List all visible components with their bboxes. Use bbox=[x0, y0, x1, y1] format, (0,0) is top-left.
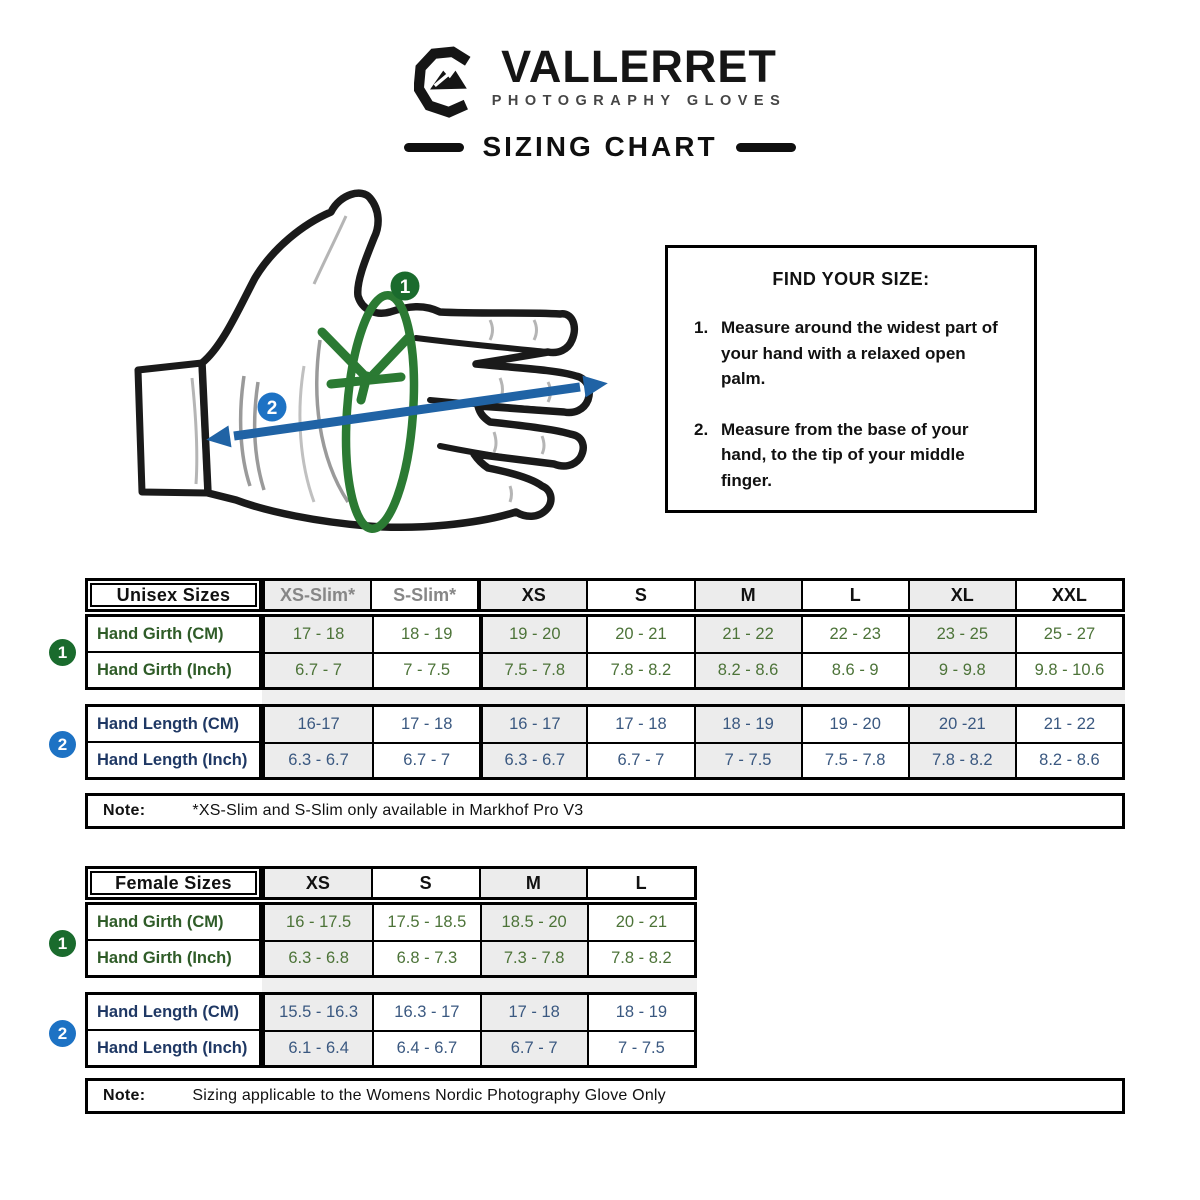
female-girth-block bbox=[85, 902, 697, 978]
note-text: Sizing applicable to the Womens Nordic Photography Glove Only bbox=[192, 1087, 666, 1104]
unisex-girth-block bbox=[85, 614, 1125, 690]
table-gap-band bbox=[85, 978, 697, 992]
size-cell: 7.8 - 8.2 bbox=[586, 652, 693, 687]
brand-subtitle: PHOTOGRAPHY GLOVES bbox=[491, 93, 787, 109]
size-cell: 7.5 - 7.8 bbox=[479, 652, 586, 687]
size-col-header: M bbox=[479, 869, 587, 897]
size-col-header: S bbox=[371, 869, 479, 897]
note-label: Note: bbox=[103, 802, 146, 819]
size-cell: 6.3 - 6.7 bbox=[265, 742, 372, 777]
size-col-header: S-Slim* bbox=[370, 581, 477, 609]
length-marker-badge: 2 bbox=[49, 731, 76, 758]
size-cell: 6.7 - 7 bbox=[265, 652, 372, 687]
row-label: Hand Length (CM) bbox=[97, 1002, 240, 1021]
size-cell: 19 - 20 bbox=[801, 707, 908, 742]
step-text: Measure from the base of your hand, to the tip of your middle finger. bbox=[721, 419, 969, 490]
marker-2-badge bbox=[258, 393, 287, 422]
size-cell: 21 - 22 bbox=[694, 617, 801, 652]
page-title bbox=[0, 131, 1200, 163]
size-cell: 17 - 18 bbox=[586, 707, 693, 742]
vallerret-logo-icon bbox=[414, 46, 480, 123]
size-cell: 25 - 27 bbox=[1015, 617, 1122, 652]
unisex-sizes-label-box: Unisex Sizes bbox=[85, 578, 262, 612]
size-cell: 18 - 19 bbox=[587, 995, 694, 1030]
unisex-header-row bbox=[85, 578, 1125, 612]
size-cell: 7 - 7.5 bbox=[372, 652, 479, 687]
size-cell: 16-17 bbox=[265, 707, 372, 742]
size-cell: 18 - 19 bbox=[694, 707, 801, 742]
instruction-step bbox=[694, 315, 1018, 392]
size-cell: 7.8 - 8.2 bbox=[587, 940, 694, 975]
brand-name: VALLERRET bbox=[501, 41, 777, 92]
female-note bbox=[85, 1078, 1125, 1114]
female-sizes-label-box: Female Sizes bbox=[85, 866, 262, 900]
size-cell: 18 - 19 bbox=[372, 617, 479, 652]
girth-marker-badge: 1 bbox=[49, 930, 76, 957]
row-label: Hand Length (Inch) bbox=[88, 741, 259, 777]
row-label: Hand Length (CM) bbox=[97, 714, 240, 733]
female-length-block bbox=[85, 992, 697, 1068]
marker-1-badge bbox=[391, 272, 420, 301]
row-label: Hand Girth (Inch) bbox=[88, 651, 259, 687]
size-cell: 15.5 - 16.3 bbox=[265, 995, 372, 1030]
size-cell: 6.8 - 7.3 bbox=[372, 940, 479, 975]
title-right-dash bbox=[736, 143, 796, 152]
step-text: Measure around the widest part of your hand with a relaxed open palm. bbox=[721, 318, 998, 388]
size-cell: 16 - 17 bbox=[479, 707, 586, 742]
row-label: Hand Girth (Inch) bbox=[88, 939, 259, 975]
row-label: Hand Girth (CM) bbox=[97, 624, 224, 643]
size-cell: 17 - 18 bbox=[480, 995, 587, 1030]
size-cell: 8.2 - 8.6 bbox=[694, 652, 801, 687]
size-col-header: XS-Slim* bbox=[265, 581, 370, 609]
size-cell: 8.2 - 8.6 bbox=[1015, 742, 1122, 777]
size-cell: 17 - 18 bbox=[372, 707, 479, 742]
instruction-step bbox=[694, 417, 1018, 494]
size-cell: 6.3 - 6.7 bbox=[479, 742, 586, 777]
size-cell: 8.6 - 9 bbox=[801, 652, 908, 687]
size-cell: 16 - 17.5 bbox=[265, 905, 372, 940]
find-your-size-title: FIND YOUR SIZE: bbox=[772, 269, 930, 289]
unisex-length-block bbox=[85, 704, 1125, 780]
size-cell: 17.5 - 18.5 bbox=[372, 905, 479, 940]
size-cell: 7 - 7.5 bbox=[694, 742, 801, 777]
female-sizes-table bbox=[85, 866, 697, 1068]
size-cell: 7 - 7.5 bbox=[587, 1030, 694, 1065]
unisex-note bbox=[85, 793, 1125, 829]
step-number: 2. bbox=[694, 419, 709, 439]
size-col-header: L bbox=[586, 869, 694, 897]
size-col-header: S bbox=[586, 581, 693, 609]
note-label: Note: bbox=[103, 1087, 146, 1104]
size-col-header: M bbox=[694, 581, 801, 609]
size-cell: 22 - 23 bbox=[801, 617, 908, 652]
female-column-headers bbox=[262, 866, 697, 900]
size-cell: 9 - 9.8 bbox=[908, 652, 1015, 687]
unisex-column-headers bbox=[262, 578, 1125, 612]
size-cell: 20 -21 bbox=[908, 707, 1015, 742]
size-cell: 7.3 - 7.8 bbox=[480, 940, 587, 975]
note-text: *XS-Slim and S-Slim only available in Markhof Pro V3 bbox=[192, 802, 584, 819]
hand-measure-diagram bbox=[118, 186, 623, 542]
girth-marker-badge: 1 bbox=[49, 639, 76, 666]
size-cell: 9.8 - 10.6 bbox=[1015, 652, 1122, 687]
size-col-header: XS bbox=[265, 869, 371, 897]
unisex-sizes-table bbox=[85, 578, 1125, 780]
row-label: Hand Girth (CM) bbox=[97, 912, 224, 931]
size-cell: 6.3 - 6.8 bbox=[265, 940, 372, 975]
size-cell: 6.7 - 7 bbox=[480, 1030, 587, 1065]
size-col-header: XS bbox=[477, 581, 586, 609]
hand-illustration bbox=[118, 186, 623, 542]
title-left-dash bbox=[404, 143, 464, 152]
size-cell: 6.4 - 6.7 bbox=[372, 1030, 479, 1065]
size-cell: 7.5 - 7.8 bbox=[801, 742, 908, 777]
size-col-header: L bbox=[801, 581, 908, 609]
size-cell: 6.7 - 7 bbox=[372, 742, 479, 777]
size-cell: 6.7 - 7 bbox=[586, 742, 693, 777]
size-col-header: XL bbox=[908, 581, 1015, 609]
row-label: Hand Length (Inch) bbox=[88, 1029, 259, 1065]
size-cell: 17 - 18 bbox=[265, 617, 372, 652]
find-your-size-box bbox=[665, 245, 1037, 513]
size-cell: 20 - 21 bbox=[587, 905, 694, 940]
brand-header bbox=[0, 41, 1200, 123]
size-col-header: XXL bbox=[1015, 581, 1122, 609]
page-title-text: SIZING CHART bbox=[482, 131, 718, 162]
table-gap-band bbox=[85, 690, 1125, 704]
svg-text:2: 2 bbox=[266, 398, 278, 419]
svg-text:1: 1 bbox=[399, 277, 411, 298]
size-cell: 23 - 25 bbox=[908, 617, 1015, 652]
step-number: 1. bbox=[694, 318, 709, 337]
female-header-row bbox=[85, 866, 697, 900]
length-marker-badge: 2 bbox=[49, 1020, 76, 1047]
size-cell: 19 - 20 bbox=[479, 617, 586, 652]
size-cell: 21 - 22 bbox=[1015, 707, 1122, 742]
size-cell: 7.8 - 8.2 bbox=[908, 742, 1015, 777]
size-cell: 6.1 - 6.4 bbox=[265, 1030, 372, 1065]
size-cell: 18.5 - 20 bbox=[480, 905, 587, 940]
size-cell: 16.3 - 17 bbox=[372, 995, 479, 1030]
size-cell: 20 - 21 bbox=[586, 617, 693, 652]
